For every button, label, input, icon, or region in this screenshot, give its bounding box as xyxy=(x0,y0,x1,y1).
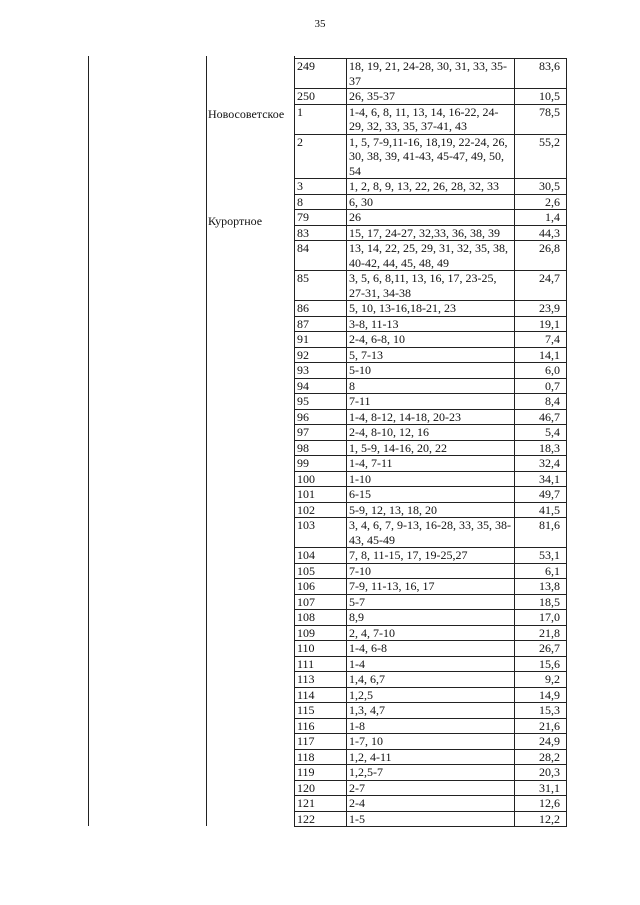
table-row xyxy=(295,656,567,672)
quarter-number-cell: 109 xyxy=(295,625,347,641)
table-row xyxy=(295,811,567,827)
area-cell: 31,1 xyxy=(515,780,567,796)
area-cell: 30,5 xyxy=(515,179,567,195)
area-cell: 12,2 xyxy=(515,811,567,827)
quarter-number-cell: 116 xyxy=(295,718,347,734)
quarter-number-cell: 91 xyxy=(295,332,347,348)
area-cell: 15,3 xyxy=(515,703,567,719)
parcel-numbers-cell: 1-4, 7-11 xyxy=(347,456,515,472)
parcel-numbers-cell: 2-7 xyxy=(347,780,515,796)
area-cell: 2,6 xyxy=(515,194,567,210)
parcel-numbers-cell: 8,9 xyxy=(347,610,515,626)
parcel-numbers-cell: 2, 4, 7-10 xyxy=(347,625,515,641)
quarter-number-cell: 8 xyxy=(295,194,347,210)
parcel-numbers-cell: 5-9, 12, 13, 18, 20 xyxy=(347,502,515,518)
area-cell: 46,7 xyxy=(515,409,567,425)
table-row xyxy=(295,579,567,595)
area-cell: 19,1 xyxy=(515,316,567,332)
quarter-number-cell: 92 xyxy=(295,347,347,363)
area-cell: 6,0 xyxy=(515,363,567,379)
parcel-numbers-cell: 1,4, 6,7 xyxy=(347,672,515,688)
quarter-number-cell: 87 xyxy=(295,316,347,332)
parcel-numbers-cell: 7-11 xyxy=(347,394,515,410)
table-row xyxy=(295,625,567,641)
area-cell: 44,3 xyxy=(515,225,567,241)
area-cell: 23,9 xyxy=(515,301,567,317)
quarter-number-cell: 1 xyxy=(295,104,347,134)
parcel-numbers-cell: 2-4, 8-10, 12, 16 xyxy=(347,425,515,441)
table-row xyxy=(295,641,567,657)
parcel-numbers-cell: 2-4 xyxy=(347,796,515,812)
table-row xyxy=(295,456,567,472)
table-row xyxy=(295,332,567,348)
quarter-number-cell: 102 xyxy=(295,502,347,518)
table-row xyxy=(295,548,567,564)
parcel-numbers-cell: 6-15 xyxy=(347,487,515,503)
quarter-number-cell: 83 xyxy=(295,225,347,241)
parcel-numbers-cell: 5, 7-13 xyxy=(347,347,515,363)
table-row xyxy=(295,225,567,241)
table-row xyxy=(295,487,567,503)
table-row xyxy=(295,301,567,317)
area-cell: 14,9 xyxy=(515,687,567,703)
area-cell: 10,5 xyxy=(515,89,567,105)
table-row xyxy=(295,409,567,425)
table-row xyxy=(295,610,567,626)
table-row xyxy=(295,796,567,812)
table-row xyxy=(295,210,567,226)
table-row xyxy=(295,347,567,363)
parcel-numbers-cell: 1,2, 4-11 xyxy=(347,749,515,765)
quarter-number-cell: 108 xyxy=(295,610,347,626)
quarter-number-cell: 93 xyxy=(295,363,347,379)
area-cell: 49,7 xyxy=(515,487,567,503)
table-row xyxy=(295,394,567,410)
quarter-number-cell: 120 xyxy=(295,780,347,796)
table-row xyxy=(295,134,567,179)
parcel-numbers-cell: 1, 5, 7-9,11-16, 18,19, 22-24, 26, 30, 38, 39, 41-43, 45-47, 49, 50, 54 xyxy=(347,134,515,179)
quarter-number-cell: 104 xyxy=(295,548,347,564)
quarter-number-cell: 94 xyxy=(295,378,347,394)
parcel-numbers-cell: 3, 5, 6, 8,11, 13, 16, 17, 23-25, 27-31, 34-38 xyxy=(347,271,515,301)
table-body xyxy=(295,59,567,827)
parcel-numbers-cell: 1-10 xyxy=(347,471,515,487)
quarter-number-cell: 250 xyxy=(295,89,347,105)
parcel-numbers-cell: 1-5 xyxy=(347,811,515,827)
table-row xyxy=(295,734,567,750)
region-kurortnoe: Курортное xyxy=(208,214,263,228)
area-cell: 15,6 xyxy=(515,656,567,672)
area-cell: 21,8 xyxy=(515,625,567,641)
table-row xyxy=(295,672,567,688)
area-cell: 12,6 xyxy=(515,796,567,812)
table-row xyxy=(295,179,567,195)
parcel-numbers-cell: 1,2,5 xyxy=(347,687,515,703)
area-cell: 7,4 xyxy=(515,332,567,348)
table-row xyxy=(295,563,567,579)
quarter-number-cell: 99 xyxy=(295,456,347,472)
area-cell: 34,1 xyxy=(515,471,567,487)
quarter-number-cell: 111 xyxy=(295,656,347,672)
table-row xyxy=(295,378,567,394)
parcel-numbers-cell: 2-4, 6-8, 10 xyxy=(347,332,515,348)
parcel-numbers-cell: 26 xyxy=(347,210,515,226)
quarter-number-cell: 117 xyxy=(295,734,347,750)
quarter-number-cell: 110 xyxy=(295,641,347,657)
area-cell: 32,4 xyxy=(515,456,567,472)
area-cell: 20,3 xyxy=(515,765,567,781)
parcel-numbers-cell: 1-8 xyxy=(347,718,515,734)
table-row xyxy=(295,594,567,610)
quarter-number-cell: 107 xyxy=(295,594,347,610)
quarter-number-cell: 114 xyxy=(295,687,347,703)
parcel-numbers-cell: 5, 10, 13-16,18-21, 23 xyxy=(347,301,515,317)
table-row xyxy=(295,440,567,456)
area-cell: 18,5 xyxy=(515,594,567,610)
area-cell: 24,7 xyxy=(515,271,567,301)
area-cell: 78,5 xyxy=(515,104,567,134)
area-cell: 13,8 xyxy=(515,579,567,595)
table-row xyxy=(295,765,567,781)
parcel-numbers-cell: 1,3, 4,7 xyxy=(347,703,515,719)
area-cell: 53,1 xyxy=(515,548,567,564)
area-cell: 14,1 xyxy=(515,347,567,363)
area-cell: 6,1 xyxy=(515,563,567,579)
parcel-numbers-cell: 3-8, 11-13 xyxy=(347,316,515,332)
table-row xyxy=(295,703,567,719)
table-row xyxy=(295,194,567,210)
parcel-numbers-cell: 1-4, 8-12, 14-18, 20-23 xyxy=(347,409,515,425)
area-cell: 41,5 xyxy=(515,502,567,518)
parcel-numbers-cell: 1-4, 6, 8, 11, 13, 14, 16-22, 24-29, 32, 33, 35, 37-41, 43 xyxy=(347,104,515,134)
quarter-number-cell: 101 xyxy=(295,487,347,503)
parcel-numbers-cell: 1, 2, 8, 9, 13, 22, 26, 28, 32, 33 xyxy=(347,179,515,195)
table-row xyxy=(295,89,567,105)
parcel-numbers-cell: 1, 5-9, 14-16, 20, 22 xyxy=(347,440,515,456)
parcel-numbers-cell: 1-4 xyxy=(347,656,515,672)
parcel-numbers-cell: 6, 30 xyxy=(347,194,515,210)
quarter-number-cell: 100 xyxy=(295,471,347,487)
quarter-number-cell: 79 xyxy=(295,210,347,226)
table-border-left xyxy=(88,56,89,826)
quarter-number-cell: 3 xyxy=(295,179,347,195)
table-row xyxy=(295,425,567,441)
quarter-number-cell: 119 xyxy=(295,765,347,781)
parcel-numbers-cell: 15, 17, 24-27, 32,33, 36, 38, 39 xyxy=(347,225,515,241)
area-cell: 26,7 xyxy=(515,641,567,657)
parcel-numbers-cell: 7-10 xyxy=(347,563,515,579)
table-row xyxy=(295,271,567,301)
table-row xyxy=(295,749,567,765)
parcel-numbers-cell: 1-4, 6-8 xyxy=(347,641,515,657)
area-cell: 81,6 xyxy=(515,518,567,548)
region-novosovetskoe: Новосоветское xyxy=(208,107,285,121)
area-cell: 21,6 xyxy=(515,718,567,734)
table-row xyxy=(295,59,567,89)
area-cell: 18,3 xyxy=(515,440,567,456)
parcel-numbers-cell: 5-10 xyxy=(347,363,515,379)
parcel-numbers-cell: 7-9, 11-13, 16, 17 xyxy=(347,579,515,595)
table-row xyxy=(295,718,567,734)
quarter-number-cell: 106 xyxy=(295,579,347,595)
quarter-number-cell: 98 xyxy=(295,440,347,456)
area-cell: 28,2 xyxy=(515,749,567,765)
page-number: 35 xyxy=(314,18,326,30)
quarter-number-cell: 85 xyxy=(295,271,347,301)
quarter-number-cell: 103 xyxy=(295,518,347,548)
quarter-number-cell: 118 xyxy=(295,749,347,765)
quarter-number-cell: 96 xyxy=(295,409,347,425)
area-cell: 0,7 xyxy=(515,378,567,394)
quarter-number-cell: 122 xyxy=(295,811,347,827)
parcel-numbers-cell: 3, 4, 6, 7, 9-13, 16-28, 33, 35, 38-43, 45-49 xyxy=(347,518,515,548)
table-row xyxy=(295,518,567,548)
table-row xyxy=(295,104,567,134)
quarter-number-cell: 115 xyxy=(295,703,347,719)
parcel-numbers-cell: 1-7, 10 xyxy=(347,734,515,750)
parcel-numbers-cell: 26, 35-37 xyxy=(347,89,515,105)
parcel-numbers-cell: 18, 19, 21, 24-28, 30, 31, 33, 35-37 xyxy=(347,59,515,89)
area-cell: 1,4 xyxy=(515,210,567,226)
area-cell: 17,0 xyxy=(515,610,567,626)
table-row xyxy=(295,687,567,703)
area-cell: 5,4 xyxy=(515,425,567,441)
table-row xyxy=(295,471,567,487)
quarter-number-cell: 105 xyxy=(295,563,347,579)
quarter-number-cell: 86 xyxy=(295,301,347,317)
area-cell: 8,4 xyxy=(515,394,567,410)
table-row xyxy=(295,502,567,518)
table-row xyxy=(295,780,567,796)
parcel-numbers-cell: 13, 14, 22, 25, 29, 31, 32, 35, 38, 40-42, 44, 45, 48, 49 xyxy=(347,241,515,271)
quarter-number-cell: 97 xyxy=(295,425,347,441)
parcel-numbers-cell: 8 xyxy=(347,378,515,394)
land-parcels-table xyxy=(294,58,567,827)
area-cell: 26,8 xyxy=(515,241,567,271)
table-row xyxy=(295,241,567,271)
quarter-number-cell: 84 xyxy=(295,241,347,271)
quarter-number-cell: 95 xyxy=(295,394,347,410)
parcel-numbers-cell: 5-7 xyxy=(347,594,515,610)
table-border-region xyxy=(206,56,207,826)
quarter-number-cell: 249 xyxy=(295,59,347,89)
area-cell: 24,9 xyxy=(515,734,567,750)
quarter-number-cell: 2 xyxy=(295,134,347,179)
parcel-numbers-cell: 7, 8, 11-15, 17, 19-25,27 xyxy=(347,548,515,564)
parcel-numbers-cell: 1,2,5-7 xyxy=(347,765,515,781)
quarter-number-cell: 121 xyxy=(295,796,347,812)
quarter-number-cell: 113 xyxy=(295,672,347,688)
area-cell: 9,2 xyxy=(515,672,567,688)
table-row xyxy=(295,316,567,332)
table-row xyxy=(295,363,567,379)
area-cell: 83,6 xyxy=(515,59,567,89)
area-cell: 55,2 xyxy=(515,134,567,179)
